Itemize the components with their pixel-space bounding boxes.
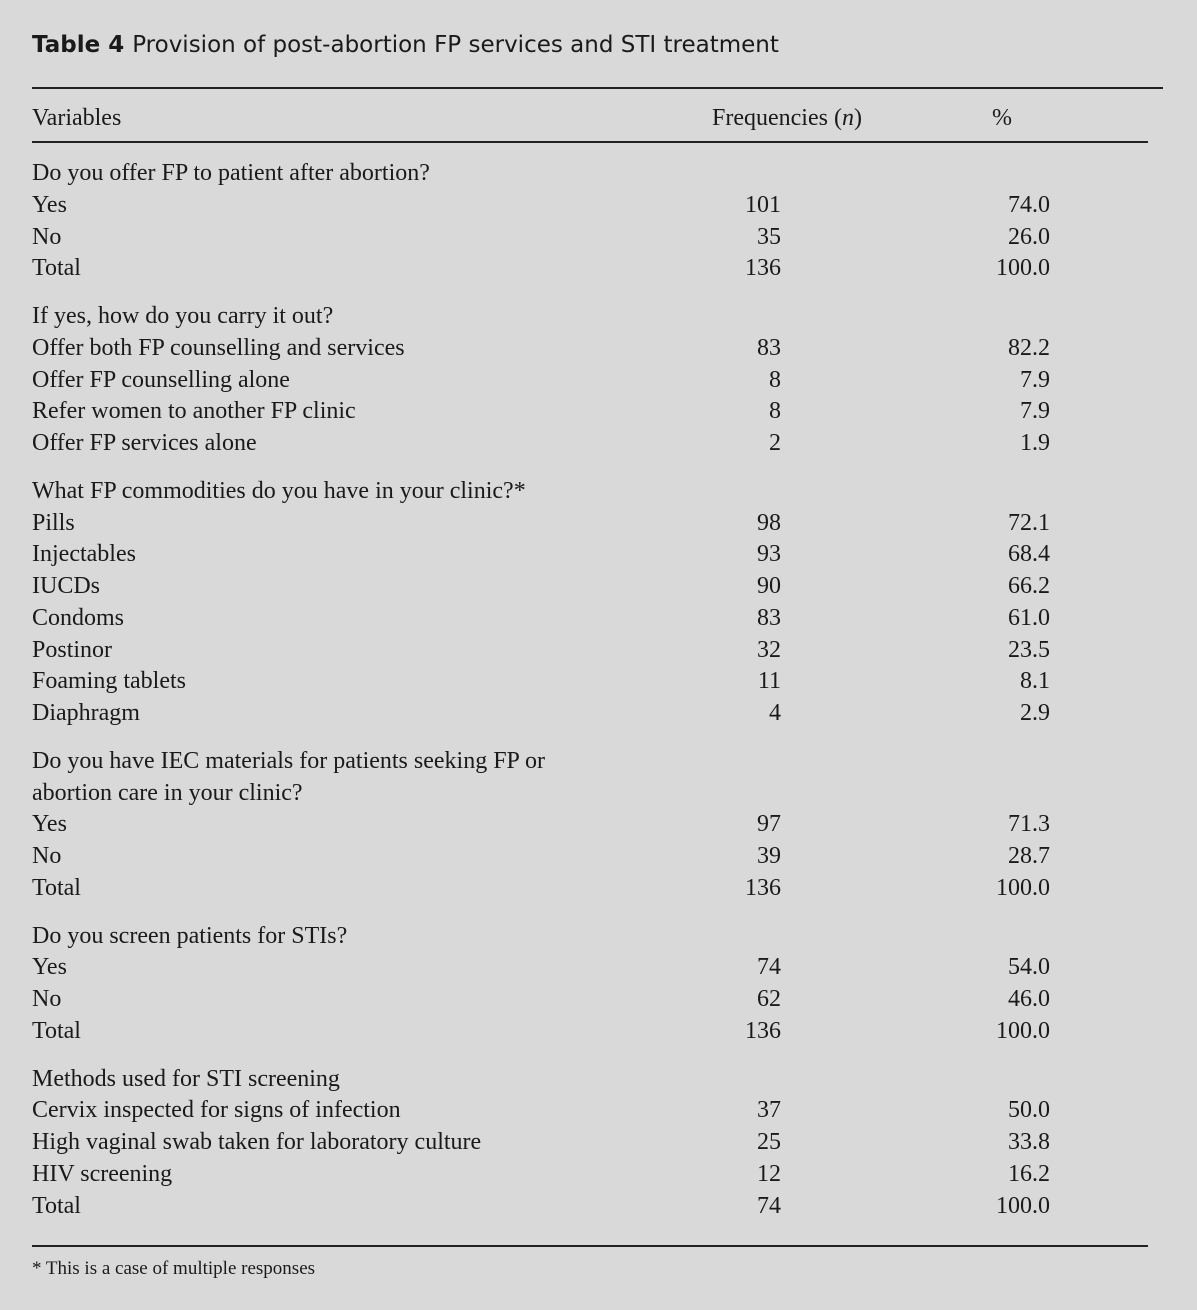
row-label: Injectables bbox=[32, 541, 136, 568]
group-heading bbox=[32, 920, 1148, 952]
table-row bbox=[32, 1190, 1148, 1222]
table-row bbox=[32, 1126, 1148, 1158]
top-rule bbox=[32, 87, 1163, 89]
row-label: Refer women to another FP clinic bbox=[32, 398, 356, 425]
row-label: Offer FP counselling alone bbox=[32, 366, 290, 393]
row-frequency: 136 bbox=[745, 1017, 781, 1044]
row-frequency: 74 bbox=[757, 1192, 781, 1219]
table-row bbox=[32, 252, 1148, 284]
row-percent: 54.0 bbox=[1008, 954, 1050, 981]
table-caption: Provision of post-abortion FP services and STI treatment bbox=[132, 32, 779, 58]
row-percent: 28.7 bbox=[1008, 843, 1050, 869]
row-label: Total bbox=[32, 1017, 81, 1044]
header-rule bbox=[32, 141, 1148, 143]
table-row bbox=[32, 395, 1148, 427]
table-row bbox=[32, 634, 1148, 666]
table-row bbox=[32, 1015, 1148, 1047]
row-label: Offer FP services alone bbox=[32, 430, 257, 456]
row-frequency: 2 bbox=[769, 430, 781, 456]
table-row bbox=[32, 189, 1148, 221]
row-percent: 2.9 bbox=[1020, 700, 1050, 726]
table-row bbox=[32, 983, 1148, 1015]
group-heading bbox=[32, 475, 1148, 507]
column-header-frequencies: Frequencies (n) bbox=[712, 105, 862, 131]
row-label: Foaming tablets bbox=[32, 668, 186, 695]
row-percent: 23.5 bbox=[1008, 636, 1050, 663]
row-percent: 74.0 bbox=[1008, 191, 1050, 218]
column-header-variables: Variables bbox=[32, 105, 122, 131]
row-percent: 7.9 bbox=[1020, 398, 1050, 425]
row-label: Yes bbox=[32, 191, 67, 218]
row-label: Cervix inspected for signs of infection bbox=[32, 1097, 401, 1124]
row-frequency: 90 bbox=[757, 573, 781, 599]
table-row bbox=[32, 808, 1148, 840]
row-label: No bbox=[32, 986, 62, 1012]
row-frequency: 83 bbox=[757, 604, 781, 631]
row-percent: 46.0 bbox=[1008, 986, 1050, 1012]
row-frequency: 39 bbox=[757, 843, 781, 869]
row-percent: 71.3 bbox=[1008, 811, 1050, 838]
table-row bbox=[32, 602, 1148, 634]
table-row bbox=[32, 570, 1148, 602]
row-label: Yes bbox=[32, 954, 67, 981]
row-label: IUCDs bbox=[32, 573, 101, 599]
table-row bbox=[32, 507, 1148, 539]
table-label: Table 4 bbox=[32, 32, 125, 58]
row-percent: 26.0 bbox=[1008, 223, 1050, 250]
group-heading-text: Methods used for STI screening bbox=[32, 1065, 340, 1092]
row-percent: 100.0 bbox=[996, 255, 1050, 282]
row-percent: 1.9 bbox=[1020, 430, 1050, 456]
table-row bbox=[32, 665, 1148, 697]
column-header-percent: % bbox=[992, 105, 1012, 131]
row-percent: 61.0 bbox=[1008, 604, 1050, 631]
row-percent: 100.0 bbox=[996, 1017, 1050, 1044]
group-heading bbox=[32, 1063, 1148, 1095]
row-frequency: 8 bbox=[769, 398, 781, 425]
group-heading bbox=[32, 745, 1148, 777]
row-percent: 68.4 bbox=[1008, 541, 1050, 568]
table-row bbox=[32, 840, 1148, 872]
table-row bbox=[32, 427, 1148, 459]
group-heading-text: What FP commodities do you have in your clinic?* bbox=[32, 477, 526, 504]
row-frequency: 136 bbox=[745, 255, 781, 282]
column-header-row bbox=[32, 102, 1148, 134]
row-percent: 8.1 bbox=[1020, 668, 1050, 695]
row-label: High vaginal swab taken for laboratory culture bbox=[32, 1129, 482, 1155]
row-label: Pills bbox=[32, 509, 75, 536]
row-percent: 100.0 bbox=[996, 874, 1050, 901]
table-row bbox=[32, 221, 1148, 253]
row-percent: 72.1 bbox=[1008, 509, 1050, 536]
table-row bbox=[32, 332, 1148, 364]
row-label: Offer both FP counselling and services bbox=[32, 334, 405, 361]
row-frequency: 62 bbox=[757, 986, 781, 1012]
row-percent: 50.0 bbox=[1008, 1097, 1050, 1124]
row-label: Total bbox=[32, 1192, 81, 1219]
row-frequency: 74 bbox=[757, 954, 781, 981]
table-row bbox=[32, 1158, 1148, 1190]
table-row bbox=[32, 872, 1148, 904]
row-frequency: 37 bbox=[757, 1097, 781, 1124]
row-percent: 100.0 bbox=[996, 1192, 1050, 1219]
group-heading bbox=[32, 157, 1148, 189]
row-percent: 7.9 bbox=[1020, 366, 1050, 393]
row-label: Yes bbox=[32, 811, 67, 838]
row-frequency: 83 bbox=[757, 334, 781, 361]
row-frequency: 12 bbox=[757, 1160, 781, 1187]
row-frequency: 35 bbox=[757, 223, 781, 250]
row-frequency: 8 bbox=[769, 366, 781, 393]
row-percent: 33.8 bbox=[1008, 1129, 1050, 1155]
row-label: Total bbox=[32, 255, 81, 282]
table-row bbox=[32, 364, 1148, 396]
group-heading-text: abortion care in your clinic? bbox=[32, 779, 303, 806]
row-label: Total bbox=[32, 874, 81, 901]
row-frequency: 101 bbox=[745, 191, 781, 218]
table-row bbox=[32, 1094, 1148, 1126]
group-heading-text: Do you offer FP to patient after abortion? bbox=[32, 160, 430, 186]
row-frequency: 97 bbox=[757, 811, 781, 838]
row-frequency: 25 bbox=[757, 1129, 781, 1155]
row-frequency: 98 bbox=[757, 509, 781, 536]
table-footnote: * This is a case of multiple responses bbox=[32, 1258, 316, 1279]
row-frequency: 32 bbox=[757, 636, 781, 663]
group-heading bbox=[32, 777, 1148, 809]
table-row bbox=[32, 538, 1148, 570]
row-frequency: 136 bbox=[745, 874, 781, 901]
row-label: HIV screening bbox=[32, 1160, 173, 1187]
group-heading bbox=[32, 300, 1148, 332]
row-label: Condoms bbox=[32, 604, 125, 631]
row-label: No bbox=[32, 843, 62, 869]
row-frequency: 93 bbox=[757, 541, 781, 568]
table-row bbox=[32, 951, 1148, 983]
group-heading-text: Do you have IEC materials for patients seeking FP or bbox=[32, 747, 545, 774]
group-heading-text: If yes, how do you carry it out? bbox=[32, 303, 334, 329]
row-percent: 82.2 bbox=[1008, 334, 1050, 361]
row-label: No bbox=[32, 223, 62, 250]
row-percent: 66.2 bbox=[1008, 573, 1050, 599]
bottom-rule bbox=[32, 1245, 1148, 1247]
group-heading-text: Do you screen patients for STIs? bbox=[32, 922, 348, 949]
table-row bbox=[32, 697, 1148, 729]
table-title bbox=[32, 32, 779, 58]
row-frequency: 11 bbox=[757, 668, 781, 695]
row-percent: 16.2 bbox=[1008, 1160, 1050, 1187]
row-label: Postinor bbox=[32, 636, 113, 663]
row-frequency: 4 bbox=[769, 700, 781, 726]
row-label: Diaphragm bbox=[32, 700, 140, 726]
